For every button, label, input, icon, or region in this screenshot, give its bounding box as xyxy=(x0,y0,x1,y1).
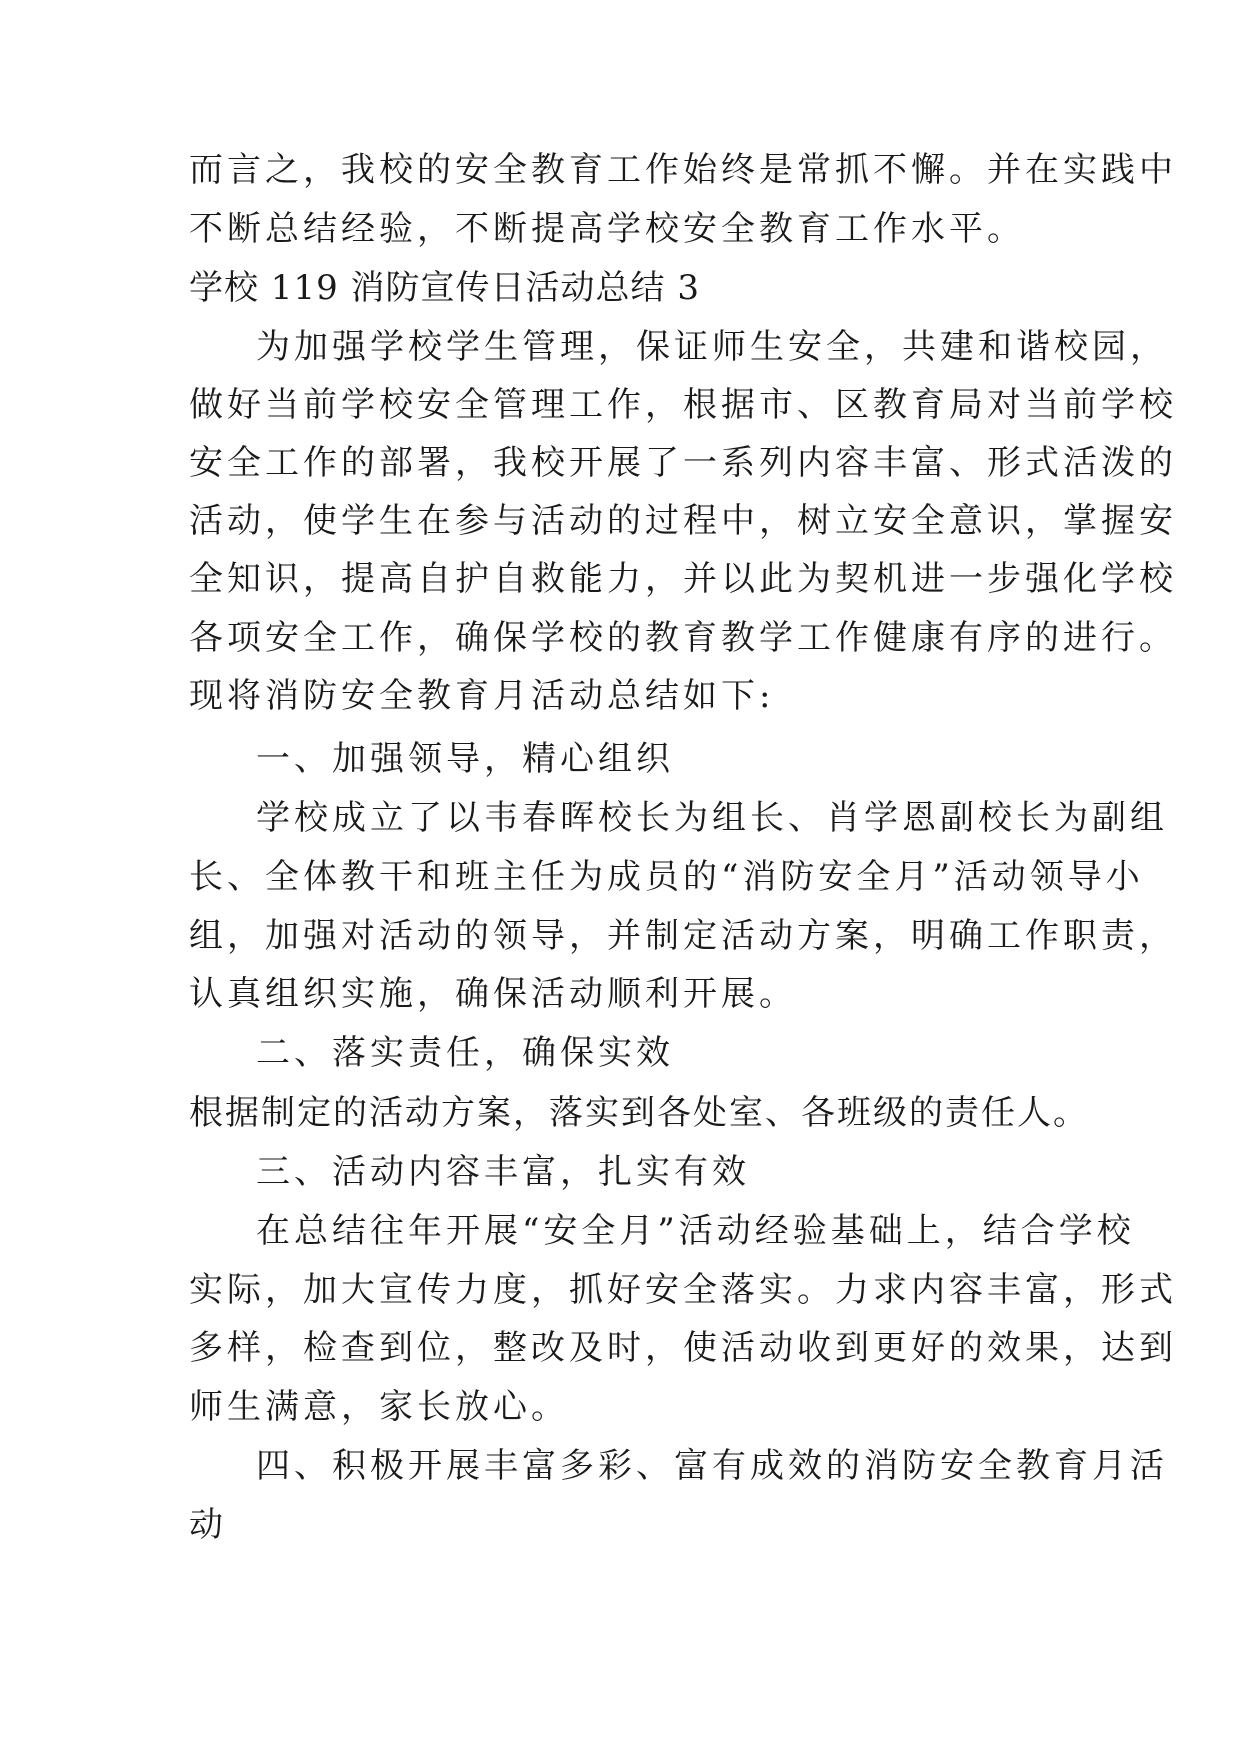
text-line: 师生满意，家长放心。 xyxy=(189,1387,569,1427)
subheading: 四、积极开展丰富多彩、富有成效的消防安全教育月活 xyxy=(256,1446,1168,1486)
text-line: 认真组织实施，确保活动顺利开展。 xyxy=(189,974,797,1014)
text-line: 做好当前学校安全管理工作，根据市、区教育局对当前学校 xyxy=(189,385,1177,425)
subheading: 二、落实责任，确保实效 xyxy=(256,1033,674,1073)
text-line: 长、全体教干和班主任为成员的“消防安全月”活动领导小 xyxy=(189,857,1144,897)
text-line: 多样，检查到位，整改及时，使活动收到更好的效果，达到 xyxy=(189,1328,1177,1368)
subheading: 一、加强领导，精心组织 xyxy=(256,739,674,779)
text-line: 为加强学校学生管理，保证师生安全，共建和谐校园， xyxy=(256,327,1168,367)
text-line: 活动，使学生在参与活动的过程中，树立安全意识，掌握安 xyxy=(189,501,1177,541)
text-line: 不断总结经验，不断提高学校安全教育工作水平。 xyxy=(189,209,1025,249)
text-line: 根据制定的活动方案，落实到各处室、各班级的责任人。 xyxy=(189,1093,1089,1133)
text-line: 安全工作的部署，我校开展了一系列内容丰富、形式活泼的 xyxy=(189,443,1177,483)
text-line: 各项安全工作，确保学校的教育教学工作健康有序的进行。 xyxy=(189,618,1177,658)
subheading: 三、活动内容丰富，扎实有效 xyxy=(256,1152,750,1192)
text-line: 全知识，提高自护自救能力，并以此为契机进一步强化学校 xyxy=(189,559,1177,599)
text-line: 在总结往年开展“安全月”活动经验基础上，结合学校 xyxy=(256,1211,1135,1251)
text-line: 动 xyxy=(189,1505,227,1545)
text-line: 现将消防安全教育月活动总结如下: xyxy=(189,676,775,716)
text-line: 而言之，我校的安全教育工作始终是常抓不懈。并在实践中 xyxy=(189,150,1177,190)
text-line: 学校成立了以韦春晖校长为组长、肖学恩副校长为副组 xyxy=(256,798,1168,838)
text-line: 实际，加大宣传力度，抓好安全落实。力求内容丰富，形式 xyxy=(189,1270,1177,1310)
text-line: 组，加强对活动的领导，并制定活动方案，明确工作职责， xyxy=(189,916,1177,956)
section-title: 学校 119 消防宣传日活动总结 3 xyxy=(189,268,700,308)
